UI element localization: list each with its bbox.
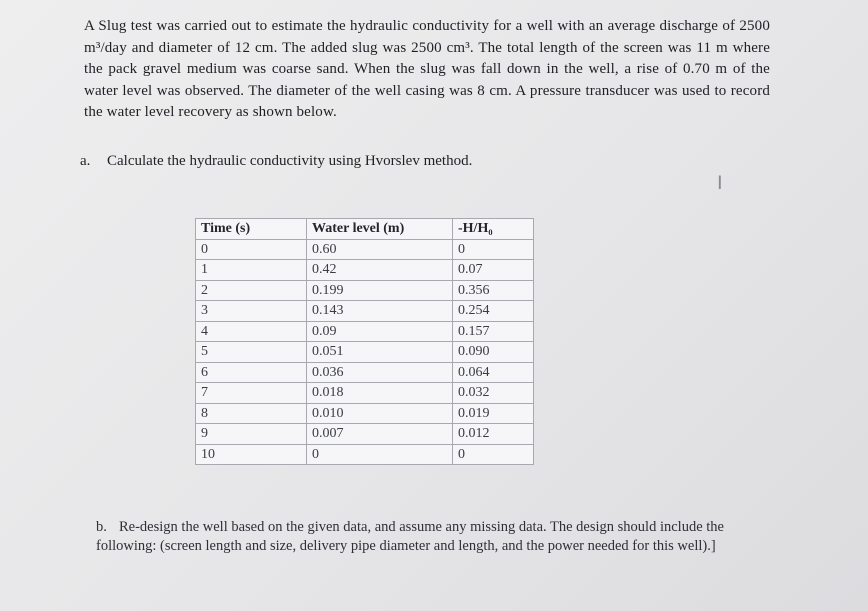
cell-time: 0 — [196, 239, 307, 260]
cell-time: 5 — [196, 342, 307, 363]
table-row — [196, 260, 534, 281]
cell-time: 3 — [196, 301, 307, 322]
cell-water-level: 0.42 — [307, 260, 453, 281]
cell-water-level: 0.60 — [307, 239, 453, 260]
table-row — [196, 301, 534, 322]
table-row — [196, 362, 534, 383]
table-header-row — [196, 219, 534, 240]
column-header-time: Time (s) — [196, 219, 307, 240]
cell-head-ratio: 0 — [453, 444, 534, 465]
cell-water-level: 0.051 — [307, 342, 453, 363]
table-body — [196, 239, 534, 465]
question-b-label: b. — [96, 519, 107, 535]
cell-time: 7 — [196, 383, 307, 404]
table-row — [196, 424, 534, 445]
cell-head-ratio: 0 — [453, 239, 534, 260]
cell-head-ratio: 0.157 — [453, 321, 534, 342]
question-b-text: Re-design the well based on the given data, and assume any missing data. The design should include the following: (screen length and size, delivery pipe diameter and length, and the power needed for this well).] — [96, 519, 724, 554]
cell-water-level: 0.143 — [307, 301, 453, 322]
question-a-label: a. — [80, 153, 91, 169]
question-a — [80, 151, 472, 172]
cell-time: 10 — [196, 444, 307, 465]
cell-head-ratio: 0.064 — [453, 362, 534, 383]
cell-water-level: 0.09 — [307, 321, 453, 342]
cell-water-level: 0.018 — [307, 383, 453, 404]
cell-time: 1 — [196, 260, 307, 281]
cell-water-level: 0.007 — [307, 424, 453, 445]
slug-test-data-table — [195, 218, 534, 465]
question-b — [96, 518, 772, 556]
cell-water-level: 0.199 — [307, 280, 453, 301]
table-row — [196, 280, 534, 301]
table-row — [196, 403, 534, 424]
cell-head-ratio: 0.032 — [453, 383, 534, 404]
cell-time: 8 — [196, 403, 307, 424]
cell-water-level: 0.010 — [307, 403, 453, 424]
table-row — [196, 342, 534, 363]
cell-head-ratio: 0.012 — [453, 424, 534, 445]
cell-head-ratio: 0.254 — [453, 301, 534, 322]
table-row — [196, 239, 534, 260]
table-row — [196, 321, 534, 342]
question-a-text: Calculate the hydraulic conductivity using Hvorslev method. — [107, 153, 473, 169]
problem-statement: A Slug test was carried out to estimate the hydraulic conductivity for a well with an average discharge of 2500 m³/day and diameter of 12 cm. The added slug was 2500 cm³. The total length of the screen was 11 m where the pack gravel medium was coarse sand. When the slug was fall down in the well, a rise of 0.70 m of the water level was observed. The diameter of the well casing was 8 cm. A pressure transducer was used to record the water level recovery as shown below. — [84, 18, 770, 120]
cell-time: 9 — [196, 424, 307, 445]
column-header-head-ratio: -H/H₀ — [453, 219, 534, 240]
cell-time: 6 — [196, 362, 307, 383]
cell-water-level: 0.036 — [307, 362, 453, 383]
column-header-water-level: Water level (m) — [307, 219, 453, 240]
cell-head-ratio: 0.090 — [453, 342, 534, 363]
cell-head-ratio: 0.07 — [453, 260, 534, 281]
text-cursor-icon: I — [717, 172, 723, 194]
cell-head-ratio: 0.356 — [453, 280, 534, 301]
cell-head-ratio: 0.019 — [453, 403, 534, 424]
cell-time: 2 — [196, 280, 307, 301]
cell-time: 4 — [196, 321, 307, 342]
table-row — [196, 383, 534, 404]
cell-water-level: 0 — [307, 444, 453, 465]
table-row — [196, 444, 534, 465]
